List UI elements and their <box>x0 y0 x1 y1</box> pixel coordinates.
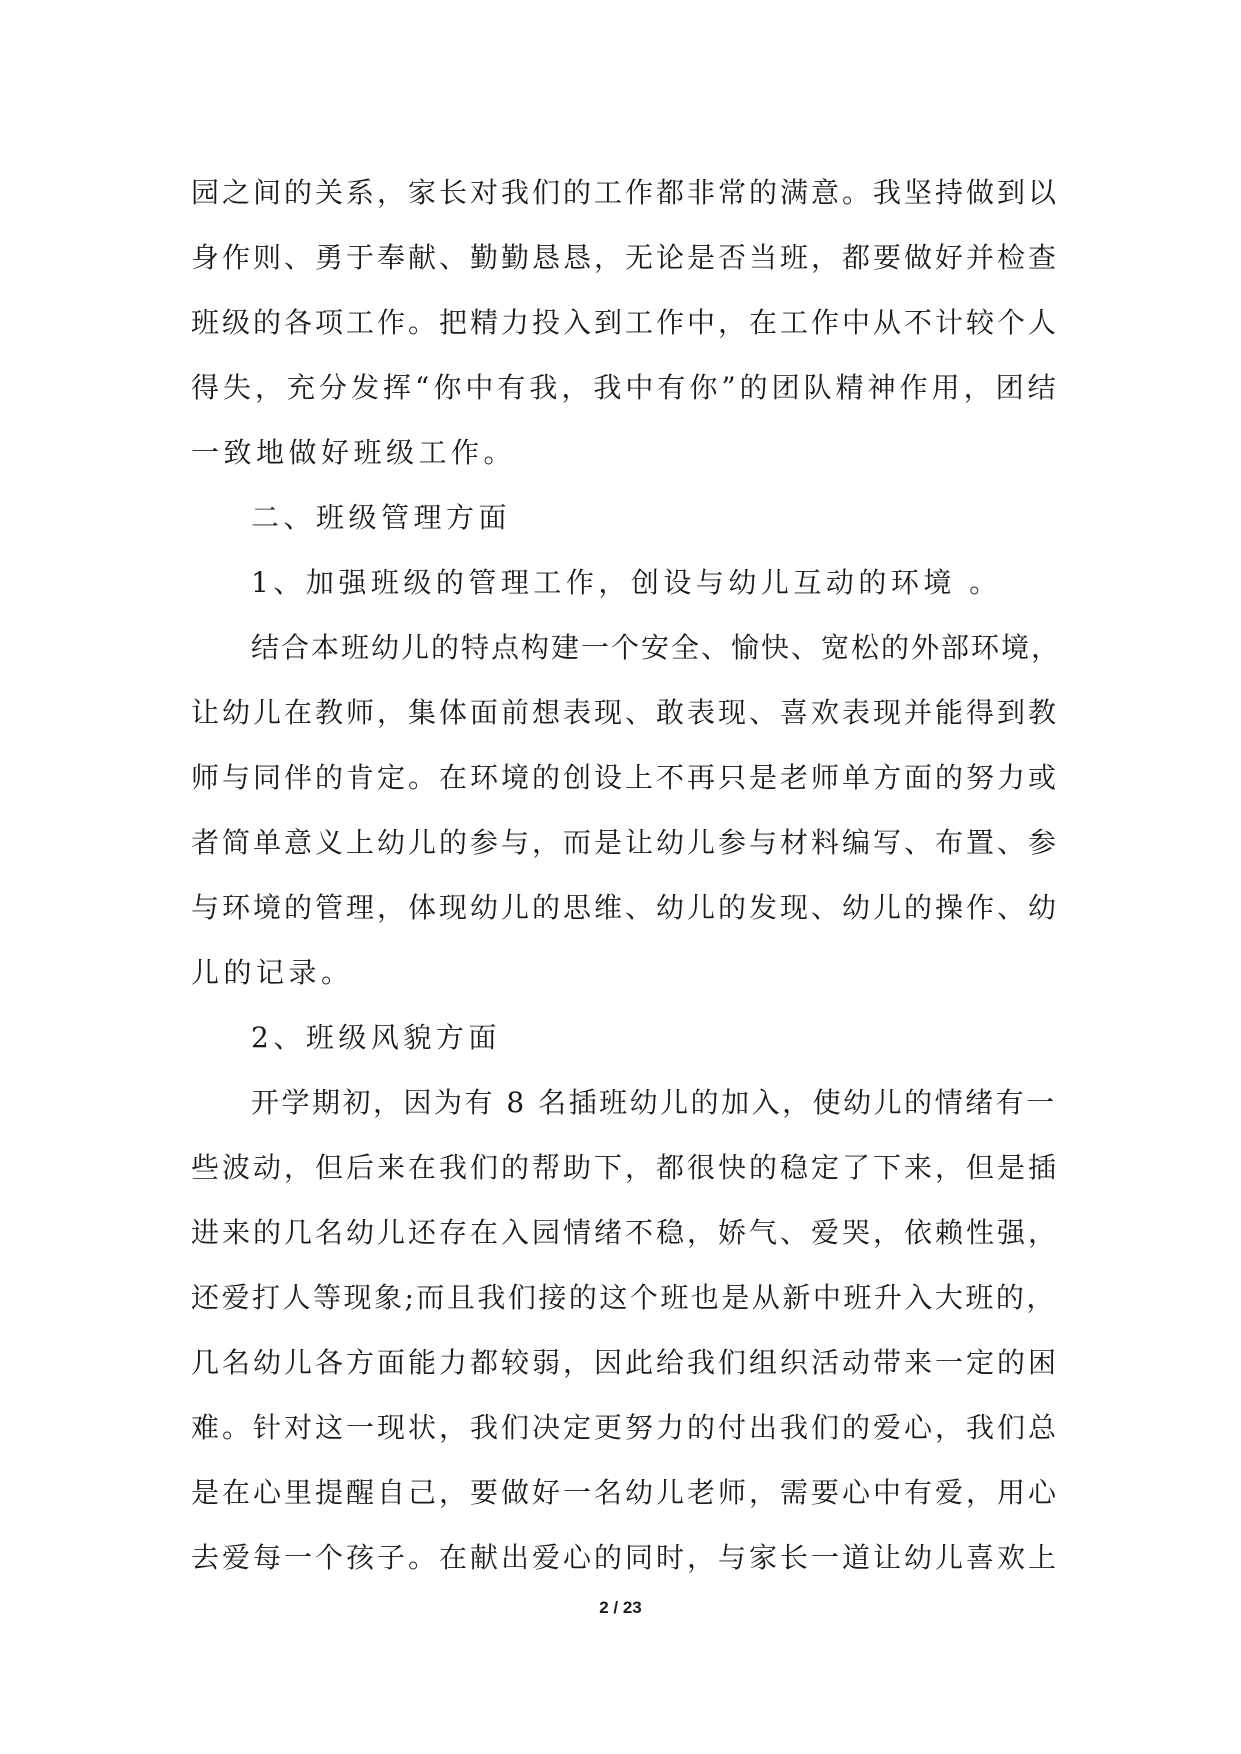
text-line: 开学期初，因为有 8 名插班幼儿的加入，使幼儿的情绪有一 <box>251 1086 1057 1119</box>
text-line: 二、班级管理方面 <box>251 501 512 534</box>
page-number: 2 / 23 <box>599 1598 642 1617</box>
text-line: 一致地做好班级工作。 <box>191 436 517 469</box>
text-line: 与环境的管理，体现幼儿的思维、幼儿的发现、幼儿的操作、幼 <box>191 891 1060 924</box>
text-line: 让幼儿在教师，集体面前想表现、敢表现、喜欢表现并能得到教 <box>191 696 1060 729</box>
text-line: 者简单意义上幼儿的参与，而是让幼儿参与材料编写、布置、参 <box>191 826 1060 859</box>
text-line: 去爱每一个孩子。在献出爱心的同时，与家长一道让幼儿喜欢上 <box>191 1541 1060 1574</box>
text-line: 2、班级风貌方面 <box>251 1021 501 1054</box>
text-line: 园之间的关系，家长对我们的工作都非常的满意。我坚持做到以 <box>191 176 1060 209</box>
text-line: 些波动，但后来在我们的帮助下，都很快的稳定了下来，但是插 <box>191 1151 1060 1184</box>
text-line: 进来的几名幼儿还存在入园情绪不稳，娇气、爱哭，依赖性强， <box>191 1216 1060 1249</box>
text-line: 1、加强班级的管理工作，创设与幼儿互动的环境 。 <box>251 566 1002 599</box>
text-line: 师与同伴的肯定。在环境的创设上不再只是老师单方面的努力或 <box>191 761 1060 794</box>
text-line: 结合本班幼儿的特点构建一个安全、愉快、宽松的外部环境， <box>251 631 1062 664</box>
text-line: 难。针对这一现状，我们决定更努力的付出我们的爱心，我们总 <box>191 1411 1060 1444</box>
text-line: 是在心里提醒自己，要做好一名幼儿老师，需要心中有爱，用心 <box>191 1476 1060 1509</box>
document-body <box>191 160 1061 1590</box>
text-line: 几名幼儿各方面能力都较弱，因此给我们组织活动带来一定的困 <box>191 1346 1060 1379</box>
text-line: 儿的记录。 <box>191 956 354 989</box>
text-line: 身作则、勇于奉献、勤勤恳恳，无论是否当班，都要做好并检查 <box>191 241 1060 274</box>
text-line: 班级的各项工作。把精力投入到工作中，在工作中从不计较个人 <box>191 306 1060 339</box>
text-line: 还爱打人等现象;而且我们接的这个班也是从新中班升入大班的， <box>191 1281 1057 1314</box>
text-line: 得失，充分发挥“你中有我，我中有你”的团队精神作用，团结 <box>191 371 1060 404</box>
